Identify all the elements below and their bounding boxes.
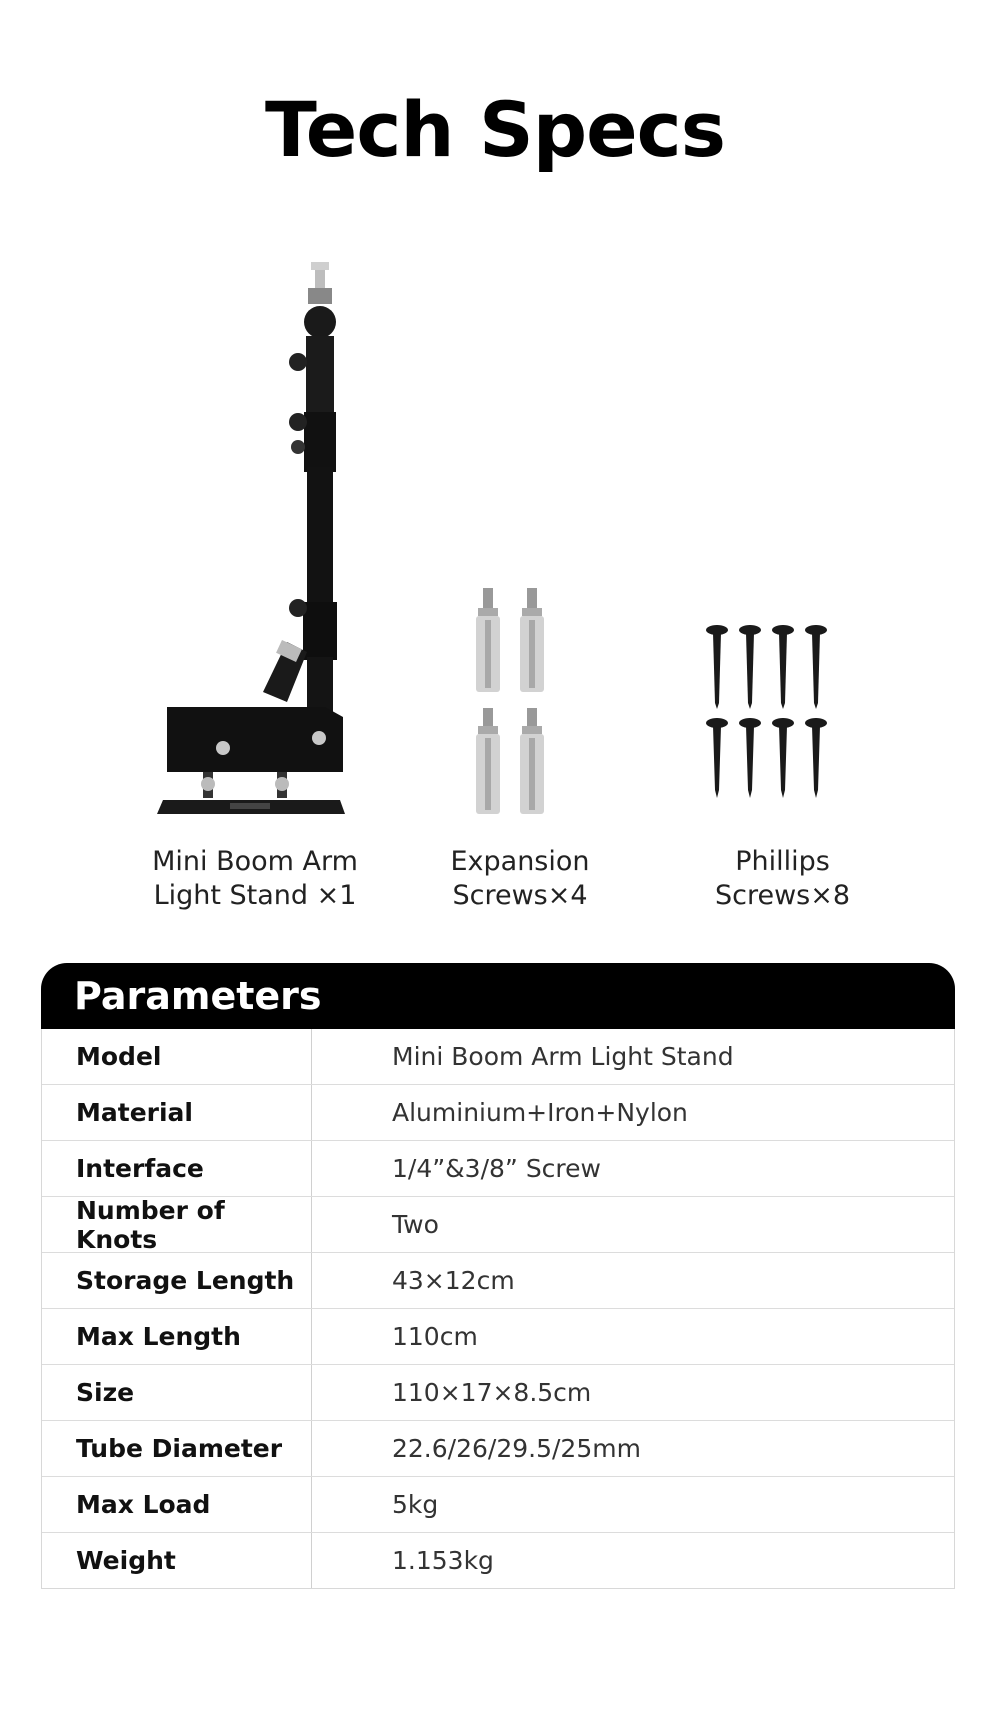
param-label: Tube Diameter [42, 1421, 312, 1476]
expansion-screws-image [475, 580, 585, 820]
param-label: Model [42, 1029, 312, 1084]
product-caption-light-stand [140, 845, 370, 913]
param-label: Interface [42, 1141, 312, 1196]
phillips-screws-image [706, 625, 836, 800]
table-row [42, 1252, 954, 1308]
param-value: 1/4”&3/8” Screw [392, 1154, 601, 1183]
param-label: Weight [42, 1533, 312, 1588]
param-label: Storage Length [42, 1253, 312, 1308]
param-value: 43×12cm [392, 1266, 515, 1295]
param-value: 1.153kg [392, 1546, 494, 1575]
product-caption-expansion-screws: Expansion Screws×4 [450, 846, 590, 911]
table-row [42, 1532, 954, 1588]
light-stand-image [155, 262, 360, 822]
parameters-heading: Parameters [41, 963, 955, 1029]
param-value: Aluminium+Iron+Nylon [392, 1098, 688, 1127]
param-value: 5kg [392, 1490, 439, 1519]
table-row [42, 1084, 954, 1140]
caption-line: Mini Boom Arm [152, 846, 358, 877]
table-row [42, 1029, 954, 1084]
param-value: 22.6/26/29.5/25mm [392, 1434, 641, 1463]
table-row [42, 1196, 954, 1252]
table-row [42, 1420, 954, 1476]
table-row [42, 1308, 954, 1364]
param-label: Size [42, 1365, 312, 1420]
param-label: Max Length [42, 1309, 312, 1364]
product-caption-phillips-screws: Phillips Screws×8 [714, 846, 851, 911]
param-label: Max Load [42, 1477, 312, 1532]
param-value: Mini Boom Arm Light Stand [392, 1042, 734, 1071]
table-row [42, 1140, 954, 1196]
param-value: Two [392, 1210, 439, 1239]
param-label: Material [42, 1085, 312, 1140]
caption-line: Light Stand ×1 [153, 880, 357, 911]
table-row [42, 1364, 954, 1420]
table-row [42, 1476, 954, 1532]
param-value: 110×17×8.5cm [392, 1378, 592, 1407]
page-title: Tech Specs [265, 85, 725, 174]
param-label: Number of Knots [42, 1197, 312, 1252]
param-value: 110cm [392, 1322, 478, 1351]
parameters-table [41, 963, 955, 1589]
